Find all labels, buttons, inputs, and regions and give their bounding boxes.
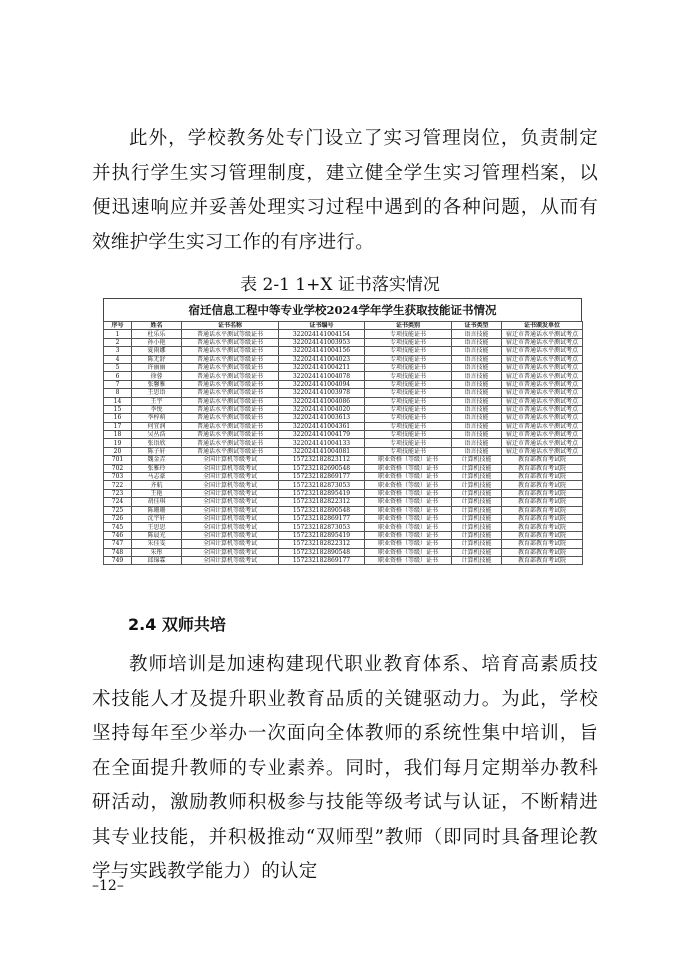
table-cell: 教育部教育考试院 bbox=[502, 464, 583, 472]
table-cell: 宿迁市普通话水平测试考点 bbox=[502, 347, 583, 355]
table-cell: 计算机技能 bbox=[452, 464, 502, 472]
table-cell: 157232182895419 bbox=[279, 489, 365, 497]
table-row bbox=[104, 498, 583, 506]
table-cell: 14 bbox=[104, 397, 132, 405]
table-cell: 语言技能 bbox=[452, 414, 502, 422]
table-cell: 宿迁市普通话水平测试考点 bbox=[502, 355, 583, 363]
table-header-cell: 证书类型 bbox=[452, 322, 502, 330]
table-cell: 157232182869177 bbox=[279, 556, 365, 564]
table-cell: 教育部教育考试院 bbox=[502, 548, 583, 556]
table-cell: 322024141004078 bbox=[279, 372, 365, 380]
page-number: –12– bbox=[92, 878, 124, 894]
table-cell: 语言技能 bbox=[452, 372, 502, 380]
table-cell: 计算机技能 bbox=[452, 481, 502, 489]
table-row bbox=[104, 464, 583, 472]
table-cell: 322024141004211 bbox=[279, 363, 365, 371]
table-cell: 杜乐乐 bbox=[132, 330, 182, 338]
table-cell: 夏雨娜 bbox=[132, 347, 182, 355]
table-cell: 朱彤 bbox=[132, 548, 182, 556]
table-cell: 宿迁市普通话水平测试考点 bbox=[502, 439, 583, 447]
table-cell: 322024141004081 bbox=[279, 447, 365, 455]
table-cell: 725 bbox=[104, 506, 132, 514]
table-cell: 邱锦霖 bbox=[132, 556, 182, 564]
table-cell: 157232182690548 bbox=[279, 464, 365, 472]
table-cell: 322024141004023 bbox=[279, 355, 365, 363]
table-cell: 专项技能证书 bbox=[365, 389, 452, 397]
table-cell: 157232182822312 bbox=[279, 540, 365, 548]
table-cell: 语言技能 bbox=[452, 338, 502, 346]
table-cell: 语言技能 bbox=[452, 439, 502, 447]
table-cell: 普通话水平测试等级证书 bbox=[182, 447, 279, 455]
table-row bbox=[104, 447, 583, 455]
table-cell: 157232182873053 bbox=[279, 481, 365, 489]
table-cell: 全国计算机等级考试 bbox=[182, 498, 279, 506]
table-cell: 全国计算机等级考试 bbox=[182, 456, 279, 464]
table-cell: 723 bbox=[104, 489, 132, 497]
table-header-cell: 证书编号 bbox=[279, 322, 365, 330]
table-cell: 王艳 bbox=[132, 489, 182, 497]
table-cell: 普通话水平测试等级证书 bbox=[182, 380, 279, 388]
table-cell: 宿迁市普通话水平测试考点 bbox=[502, 372, 583, 380]
table-cell: 6 bbox=[104, 372, 132, 380]
table-cell: 宿迁市普通话水平测试考点 bbox=[502, 447, 583, 455]
table-row bbox=[104, 422, 583, 430]
table-cell: 语言技能 bbox=[452, 363, 502, 371]
table-cell: 语言技能 bbox=[452, 347, 502, 355]
table-cell: 全国计算机等级考试 bbox=[182, 548, 279, 556]
table-cell: 教育部教育考试院 bbox=[502, 531, 583, 539]
table-cell: 陈无舒 bbox=[132, 355, 182, 363]
table-cell: 701 bbox=[104, 456, 132, 464]
table-row bbox=[104, 380, 583, 388]
table-cell: 职业资格（等级）证书 bbox=[365, 548, 452, 556]
table-cell: 8 bbox=[104, 389, 132, 397]
table-cell: 747 bbox=[104, 540, 132, 548]
table-cell: 703 bbox=[104, 473, 132, 481]
table-cell: 计算机技能 bbox=[452, 456, 502, 464]
table-cell: 322024141004020 bbox=[279, 405, 365, 413]
table-cell: 专项技能证书 bbox=[365, 447, 452, 455]
table-cell: 何宜润 bbox=[132, 422, 182, 430]
table-cell: 157232182873053 bbox=[279, 523, 365, 531]
table-cell: 322024141003978 bbox=[279, 389, 365, 397]
table-cell: 宿迁市普通话水平测试考点 bbox=[502, 414, 583, 422]
table-row bbox=[104, 531, 583, 539]
table-cell: 4 bbox=[104, 355, 132, 363]
table-cell: 王宇 bbox=[132, 397, 182, 405]
table-cell: 朱佳雯 bbox=[132, 540, 182, 548]
table-cell: 1 bbox=[104, 330, 132, 338]
table-cell: 322024141004133 bbox=[279, 439, 365, 447]
table-cell: 语言技能 bbox=[452, 431, 502, 439]
table-cell: 普通话水平测试等级证书 bbox=[182, 355, 279, 363]
table-row bbox=[104, 347, 583, 355]
table-cell: 20 bbox=[104, 447, 132, 455]
table-cell: 职业资格（等级）证书 bbox=[365, 498, 452, 506]
table-row bbox=[104, 389, 583, 397]
table-cell: 17 bbox=[104, 422, 132, 430]
table-cell: 专项技能证书 bbox=[365, 414, 452, 422]
table-cell: 沈宇轩 bbox=[132, 514, 182, 522]
table-cell: 李梓萌 bbox=[132, 414, 182, 422]
table-cell: 18 bbox=[104, 431, 132, 439]
table-cell: 726 bbox=[104, 514, 132, 522]
table-cell: 全国计算机等级考试 bbox=[182, 540, 279, 548]
table-cell: 语言技能 bbox=[452, 389, 502, 397]
table-row bbox=[104, 330, 583, 338]
table-cell: 职业资格（等级）证书 bbox=[365, 481, 452, 489]
table-cell: 16 bbox=[104, 414, 132, 422]
table-row bbox=[104, 439, 583, 447]
table-cell: 宿迁市普通话水平测试考点 bbox=[502, 363, 583, 371]
table-cell: 专项技能证书 bbox=[365, 372, 452, 380]
table-cell: 宿迁市普通话水平测试考点 bbox=[502, 397, 583, 405]
table-cell: 教育部教育考试院 bbox=[502, 473, 583, 481]
table-cell: 全国计算机等级考试 bbox=[182, 464, 279, 472]
table-cell: 语言技能 bbox=[452, 330, 502, 338]
table-cell: 陈珊珊 bbox=[132, 506, 182, 514]
table-cell: 322024141003953 bbox=[279, 338, 365, 346]
table-cell: 7 bbox=[104, 380, 132, 388]
table-title: 宿迁信息工程中等专业学校2024学年学生获取技能证书情况 bbox=[103, 298, 582, 321]
table-cell: 157232182895419 bbox=[279, 531, 365, 539]
table-cell: 胡佳琪 bbox=[132, 498, 182, 506]
table-cell: 746 bbox=[104, 531, 132, 539]
table-header-cell: 序号 bbox=[104, 322, 132, 330]
table-cell: 专项技能证书 bbox=[365, 380, 452, 388]
table-cell: 专项技能证书 bbox=[365, 330, 452, 338]
table-cell: 322024141004179 bbox=[279, 431, 365, 439]
table-row bbox=[104, 355, 583, 363]
table-cell: 722 bbox=[104, 481, 132, 489]
table-cell: 3 bbox=[104, 347, 132, 355]
table-cell: 745 bbox=[104, 523, 132, 531]
table-header-cell: 证书类别 bbox=[365, 322, 452, 330]
table-cell: 计算机技能 bbox=[452, 514, 502, 522]
table-cell: 普通话水平测试等级证书 bbox=[182, 397, 279, 405]
table-header-cell: 姓名 bbox=[132, 322, 182, 330]
table-cell: 计算机技能 bbox=[452, 548, 502, 556]
table-cell: 专项技能证书 bbox=[365, 397, 452, 405]
table-caption: 表 2-1 1+X 证书落实情况 bbox=[240, 275, 440, 295]
table-cell: 计算机技能 bbox=[452, 489, 502, 497]
table-row bbox=[104, 414, 583, 422]
table-cell: 322024141004156 bbox=[279, 347, 365, 355]
table-cell: 157232182869177 bbox=[279, 514, 365, 522]
table-cell: 普通话水平测试等级证书 bbox=[182, 363, 279, 371]
table-cell: 724 bbox=[104, 498, 132, 506]
table-cell: 计算机技能 bbox=[452, 556, 502, 564]
table-cell: 宿迁市普通话水平测试考点 bbox=[502, 338, 583, 346]
table-cell: 职业资格（等级）证书 bbox=[365, 514, 452, 522]
table-cell: 教育部教育考试院 bbox=[502, 514, 583, 522]
table-row bbox=[104, 523, 583, 531]
table-cell: 全国计算机等级考试 bbox=[182, 523, 279, 531]
table-cell: 普通话水平测试等级证书 bbox=[182, 389, 279, 397]
table-cell: 322024141004154 bbox=[279, 330, 365, 338]
table-cell: 陈子轩 bbox=[132, 447, 182, 455]
table-cell: 语言技能 bbox=[452, 447, 502, 455]
table-cell: 专项技能证书 bbox=[365, 439, 452, 447]
table-cell: 魏金垚 bbox=[132, 456, 182, 464]
table-cell: 专项技能证书 bbox=[365, 355, 452, 363]
table-cell: 职业资格（等级）证书 bbox=[365, 531, 452, 539]
table-cell: 职业资格（等级）证书 bbox=[365, 456, 452, 464]
table-cell: 职业资格（等级）证书 bbox=[365, 473, 452, 481]
table-cell: 教育部教育考试院 bbox=[502, 506, 583, 514]
table-cell: 语言技能 bbox=[452, 405, 502, 413]
table-row bbox=[104, 372, 583, 380]
table-cell: 19 bbox=[104, 439, 132, 447]
table-cell: 宿迁市普通话水平测试考点 bbox=[502, 389, 583, 397]
table-cell: 职业资格（等级）证书 bbox=[365, 523, 452, 531]
table-cell: 322024141004361 bbox=[279, 422, 365, 430]
table-row bbox=[104, 481, 583, 489]
table-header-cell: 证书名称 bbox=[182, 322, 279, 330]
table-cell: 普通话水平测试等级证书 bbox=[182, 405, 279, 413]
table-row bbox=[104, 397, 583, 405]
table-cell: 计算机技能 bbox=[452, 540, 502, 548]
table-cell: 专项技能证书 bbox=[365, 347, 452, 355]
table-cell: 语言技能 bbox=[452, 355, 502, 363]
table-cell: 普通话水平测试等级证书 bbox=[182, 372, 279, 380]
table-cell: 普通话水平测试等级证书 bbox=[182, 422, 279, 430]
table-header-row bbox=[104, 322, 583, 330]
table-cell: 157232182869177 bbox=[279, 473, 365, 481]
table-cell: 职业资格（等级）证书 bbox=[365, 556, 452, 564]
table-cell: 计算机技能 bbox=[452, 531, 502, 539]
table-cell: 教育部教育考试院 bbox=[502, 489, 583, 497]
table-cell: 普通话水平测试等级证书 bbox=[182, 439, 279, 447]
table-cell: 张馨雅 bbox=[132, 380, 182, 388]
table-row bbox=[104, 405, 583, 413]
table-cell: 教育部教育考试院 bbox=[502, 498, 583, 506]
table-cell: 计算机技能 bbox=[452, 506, 502, 514]
table-cell: 全国计算机等级考试 bbox=[182, 531, 279, 539]
table-cell: 孙小艳 bbox=[132, 338, 182, 346]
table-cell: 教育部教育考试院 bbox=[502, 481, 583, 489]
body-paragraph: 教师培训是加速构建现代职业教育体系、培育高素质技术技能人才及提升职业教育品质的关键驱动力。为此，学校坚持每年至少举办一次面向全体教师的系统性集中培训，旨在全面提升教师的专业素养。同时，我们每月定期举办教科研活动，激励教师积极参与技能等级考试与认证，不断精进其专业技能，并积极推动“双师型”教师（即同时具备理论教学与实践教学能力）的认定 bbox=[92, 654, 598, 882]
table-cell: 徐蓉 bbox=[132, 372, 182, 380]
table-body bbox=[104, 330, 583, 565]
table-cell: 教育部教育考试院 bbox=[502, 523, 583, 531]
table-cell: 专项技能证书 bbox=[365, 405, 452, 413]
table-cell: 吴丛浩 bbox=[132, 431, 182, 439]
table-row bbox=[104, 489, 583, 497]
table-cell: 计算机技能 bbox=[452, 498, 502, 506]
table-row bbox=[104, 363, 583, 371]
table-cell: 专项技能证书 bbox=[365, 363, 452, 371]
table-cell: 宿迁市普通话水平测试考点 bbox=[502, 405, 583, 413]
table-cell: 702 bbox=[104, 464, 132, 472]
section-heading: 2.4 双师共培 bbox=[128, 615, 226, 634]
table-header-cell: 证书颁发单位 bbox=[502, 322, 583, 330]
table-cell: 教育部教育考试院 bbox=[502, 456, 583, 464]
certificate-table bbox=[103, 298, 582, 565]
table-cell: 职业资格（等级）证书 bbox=[365, 464, 452, 472]
table-cell: 全国计算机等级考试 bbox=[182, 473, 279, 481]
table-cell: 322024141004094 bbox=[279, 380, 365, 388]
table-cell: 普通话水平测试等级证书 bbox=[182, 347, 279, 355]
table-cell: 全国计算机等级考试 bbox=[182, 506, 279, 514]
table-cell: 陈晨光 bbox=[132, 531, 182, 539]
table-cell: 王思思 bbox=[132, 523, 182, 531]
table-cell: 748 bbox=[104, 548, 132, 556]
table-cell: 宿迁市普通话水平测试考点 bbox=[502, 330, 583, 338]
table-cell: 5 bbox=[104, 363, 132, 371]
table-row bbox=[104, 506, 583, 514]
table-row bbox=[104, 548, 583, 556]
table-cell: 749 bbox=[104, 556, 132, 564]
table-cell: 语言技能 bbox=[452, 380, 502, 388]
table-cell: 157232182890548 bbox=[279, 506, 365, 514]
table-cell: 全国计算机等级考试 bbox=[182, 481, 279, 489]
table-cell: 全国计算机等级考试 bbox=[182, 514, 279, 522]
table-cell: 宿迁市普通话水平测试考点 bbox=[502, 431, 583, 439]
table-cell: 马志豪 bbox=[132, 473, 182, 481]
table-cell: 普通话水平测试等级证书 bbox=[182, 414, 279, 422]
table-cell: 普通话水平测试等级证书 bbox=[182, 338, 279, 346]
table-cell: 职业资格（等级）证书 bbox=[365, 506, 452, 514]
table-cell: 157232182822312 bbox=[279, 498, 365, 506]
table-cell: 齐航 bbox=[132, 481, 182, 489]
table-cell: 职业资格（等级）证书 bbox=[365, 540, 452, 548]
table-cell: 语言技能 bbox=[452, 397, 502, 405]
table-cell: 教育部教育考试院 bbox=[502, 556, 583, 564]
table-row bbox=[104, 540, 583, 548]
table-cell: 322024141003613 bbox=[279, 414, 365, 422]
table-cell: 计算机技能 bbox=[452, 473, 502, 481]
table-cell: 全国计算机等级考试 bbox=[182, 556, 279, 564]
table-row bbox=[104, 514, 583, 522]
table-row bbox=[104, 556, 583, 564]
table-cell: 全国计算机等级考试 bbox=[182, 489, 279, 497]
table-cell: 专项技能证书 bbox=[365, 431, 452, 439]
table-row bbox=[104, 473, 583, 481]
table-cell: 专项技能证书 bbox=[365, 338, 452, 346]
table-cell: 157232182890548 bbox=[279, 548, 365, 556]
table-cell: 15 bbox=[104, 405, 132, 413]
table-cell: 李悦 bbox=[132, 405, 182, 413]
table-cell: 普通话水平测试等级证书 bbox=[182, 431, 279, 439]
table-cell: 专项技能证书 bbox=[365, 422, 452, 430]
table-cell: 普通话水平测试等级证书 bbox=[182, 330, 279, 338]
table-cell: 157232182823112 bbox=[279, 456, 365, 464]
table-cell: 322024141004086 bbox=[279, 397, 365, 405]
table-cell: 许丽丽 bbox=[132, 363, 182, 371]
table-cell: 张语欣 bbox=[132, 439, 182, 447]
table-cell: 宿迁市普通话水平测试考点 bbox=[502, 422, 583, 430]
table-row bbox=[104, 431, 583, 439]
table-row bbox=[104, 338, 583, 346]
table-cell: 语言技能 bbox=[452, 422, 502, 430]
table-cell: 教育部教育考试院 bbox=[502, 540, 583, 548]
table-cell: 张雅玲 bbox=[132, 464, 182, 472]
table-cell: 职业资格（等级）证书 bbox=[365, 489, 452, 497]
table-cell: 王思语 bbox=[132, 389, 182, 397]
intro-paragraph: 此外，学校教务处专门设立了实习管理岗位，负责制定并执行学生实习管理制度，建立健全学生实习管理档案，以便迅速响应并妥善处理实习过程中遇到的各种问题，从而有效维护学生实习工作的有序进行。 bbox=[92, 128, 598, 253]
table-cell: 计算机技能 bbox=[452, 523, 502, 531]
table-row bbox=[104, 456, 583, 464]
table-cell: 宿迁市普通话水平测试考点 bbox=[502, 380, 583, 388]
table-cell: 2 bbox=[104, 338, 132, 346]
